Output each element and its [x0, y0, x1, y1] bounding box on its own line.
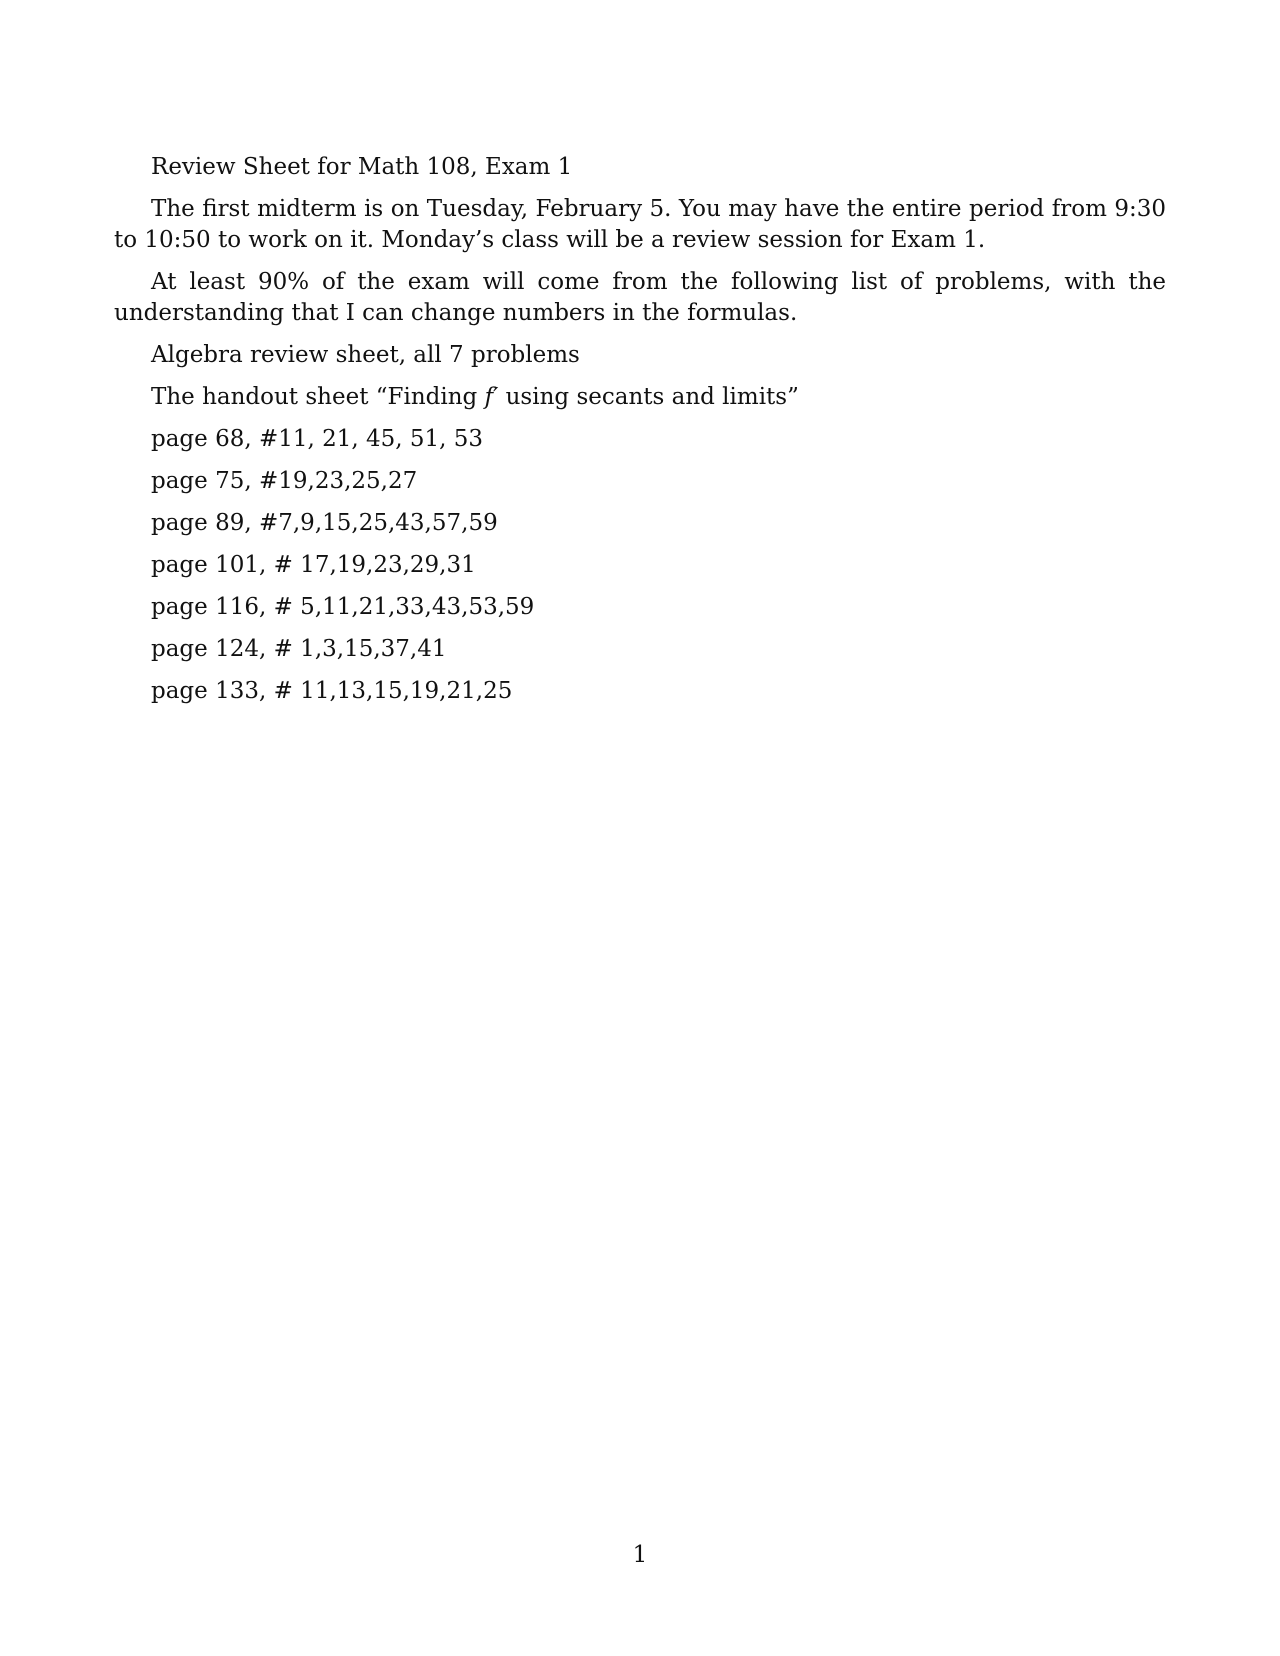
- problem-list-item: page 68, #11, 21, 45, 51, 53: [151, 426, 484, 452]
- algebra-review-item: Algebra review sheet, all 7 problems: [151, 342, 580, 368]
- exam-scope-paragraph: At least 90% of the exam will come from the following list of problems, with the understanding that I can change numbers in the formulas.: [114, 269, 1166, 326]
- problem-list-item: page 133, # 11,13,15,19,21,25: [151, 678, 513, 704]
- derivative-symbol: f′: [484, 384, 499, 410]
- problem-list-item: page 116, # 5,11,21,33,43,53,59: [151, 594, 535, 620]
- handout-item: [114, 382, 1166, 413]
- handout-text-prefix: The handout sheet “Finding: [151, 384, 485, 410]
- document-body: [114, 152, 1166, 718]
- handout-text-suffix: using secants and limits”: [498, 384, 799, 410]
- problem-list-item: page 101, # 17,19,23,29,31: [151, 552, 476, 578]
- document-title: Review Sheet for Math 108, Exam 1: [151, 154, 573, 180]
- problem-list-item: page 75, #19,23,25,27: [151, 468, 418, 494]
- problem-list-item: page 124, # 1,3,15,37,41: [151, 636, 447, 662]
- exam-date-paragraph: The first midterm is on Tuesday, February 5. You may have the entire period from 9:30 to 10:50 to work on it. Monday’s class will be a review session for Exam 1.: [114, 196, 1166, 253]
- problem-list-item: page 89, #7,9,15,25,43,57,59: [151, 510, 498, 536]
- page-number: 1: [632, 1542, 648, 1568]
